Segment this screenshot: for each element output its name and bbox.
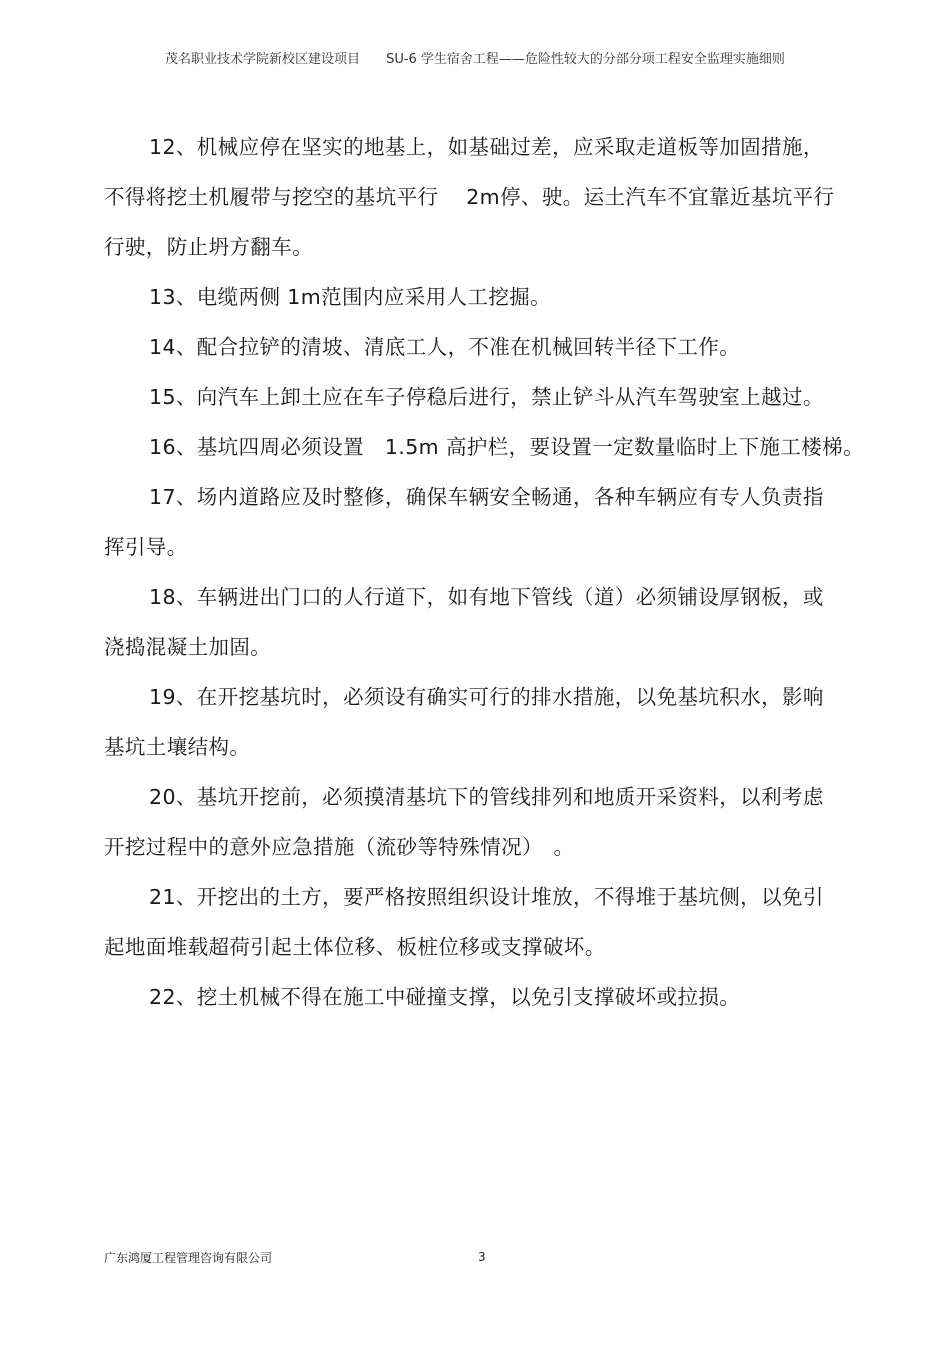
paragraph-22 (104, 972, 842, 1022)
paragraph-line: 不得将挖土机履带与挖空的基坑平行 2m停、驶。运土汽车不宜靠近基坑平行 (104, 185, 835, 209)
running-header (0, 48, 950, 67)
paragraph-line: 20、基坑开挖前，必须摸清基坑下的管线排列和地质开采资料，以利考虑 (149, 785, 824, 809)
paragraph-line: 开挖过程中的意外应急措施（流砂等特殊情况） 。 (104, 835, 575, 859)
paragraph-16 (104, 422, 864, 472)
paragraph-line: 21、开挖出的土方，要严格按照组织设计堆放，不得堆于基坑侧，以免引 (149, 885, 824, 909)
paragraph-line: 19、在开挖基坑时，必须设有确实可行的排水措施，以免基坑积水，影响 (149, 685, 824, 709)
paragraph-line: 基坑土壤结构。 (104, 735, 251, 759)
paragraph-line: 18、车辆进出门口的人行道下，如有地下管线（道）必须铺设厚钢板，或 (149, 585, 824, 609)
paragraph-line: 16、基坑四周必须设置 1.5m 高护栏，要设置一定数量临时上下施工楼梯。 (149, 435, 864, 459)
paragraph-14 (104, 322, 842, 372)
header-project-name: 茂名职业技术学院新校区建设项目 (165, 52, 361, 67)
paragraph-21 (104, 872, 842, 972)
paragraph-line: 14、配合拉铲的清坡、清底工人，不准在机械回转半径下工作。 (149, 335, 741, 359)
paragraph-17 (104, 472, 842, 572)
paragraph-line: 13、电缆两侧 1m范围内应采用人工挖掘。 (149, 285, 552, 309)
paragraph-18 (104, 572, 842, 672)
document-body (104, 122, 864, 1022)
paragraph-line: 行驶，防止坍方翻车。 (104, 235, 313, 259)
header-document-title: SU-6 学生宿舍工程——危险性较大的分部分项工程安全监理实施细则 (386, 52, 785, 67)
paragraph-line: 浇捣混凝土加固。 (104, 635, 272, 659)
paragraph-line: 15、向汽车上卸土应在车子停稳后进行，禁止铲斗从汽车驾驶室上越过。 (149, 385, 824, 409)
paragraph-15 (104, 372, 842, 422)
paragraph-19 (104, 672, 842, 772)
paragraph-line: 22、挖土机械不得在施工中碰撞支撑，以免引支撑破坏或拉损。 (149, 985, 741, 1009)
paragraph-12 (104, 122, 842, 272)
footer-company-name: 广东鸿厦工程管理咨询有限公司 (104, 1251, 273, 1265)
paragraph-line: 17、场内道路应及时整修，确保车辆安全畅通，各种车辆应有专人负责指 (149, 485, 824, 509)
page-number: 3 (478, 1250, 486, 1264)
paragraph-line: 挥引导。 (104, 535, 188, 559)
paragraph-20 (104, 772, 842, 872)
paragraph-line: 12、机械应停在坚实的地基上，如基础过差，应采取走道板等加固措施， (149, 135, 824, 159)
paragraph-line: 起地面堆载超荷引起土体位移、板桩位移或支撑破坏。 (104, 935, 606, 959)
paragraph-13 (104, 272, 842, 322)
